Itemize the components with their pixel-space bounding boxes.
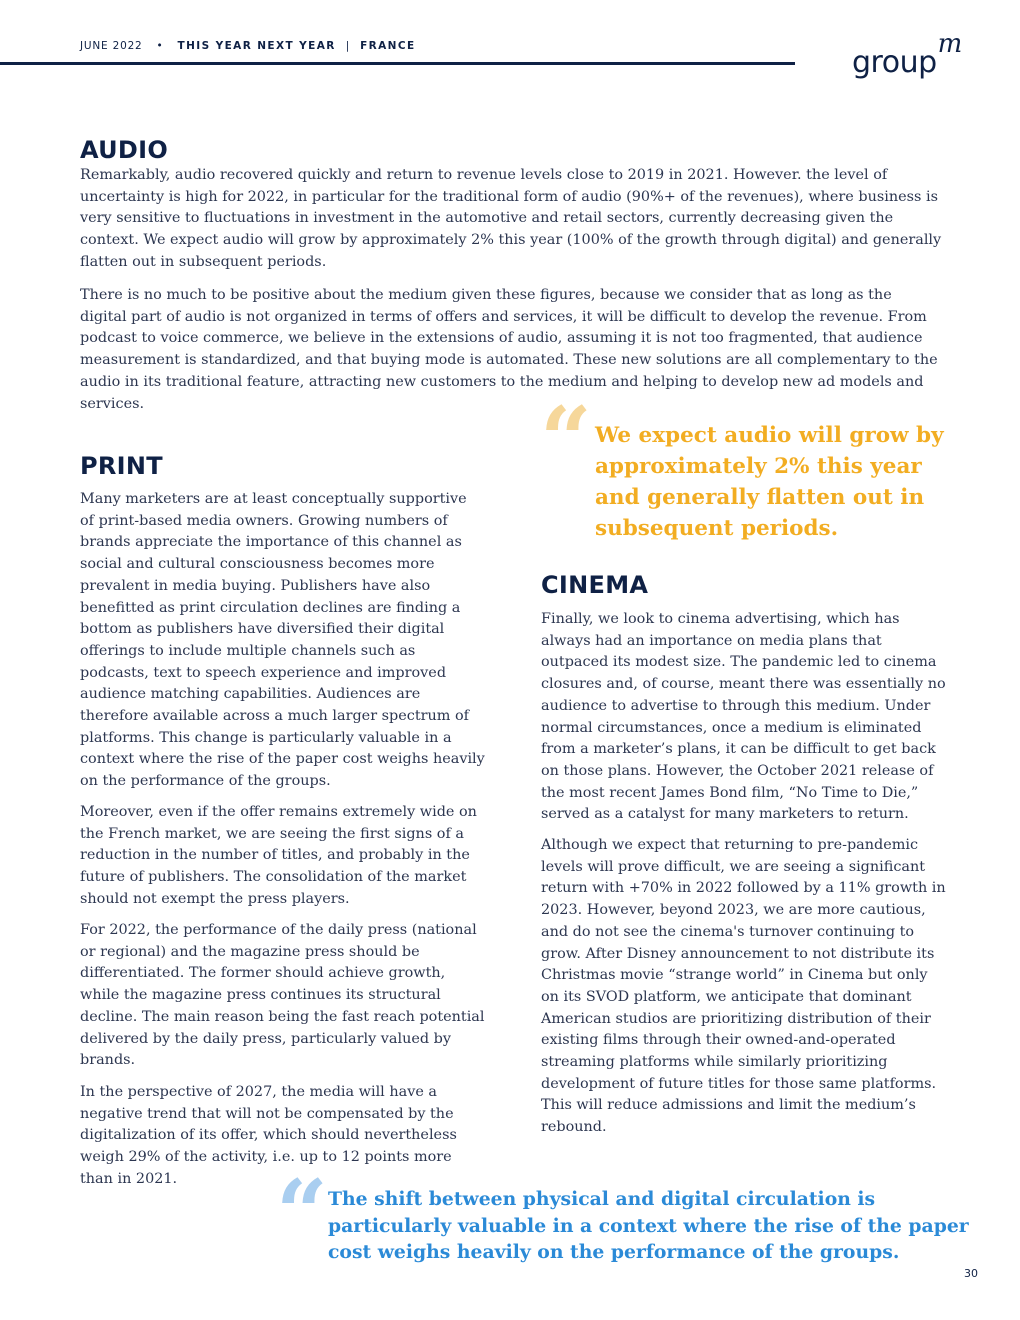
cinema-heading: CINEMA — [541, 571, 649, 599]
print-heading: PRINT — [80, 452, 163, 480]
header-bullet: • — [156, 40, 164, 52]
header-country: FRANCE — [360, 40, 416, 52]
pull-quote-audio: We expect audio will grow by approximately 2% this year and generally flatten out in subsequent periods. — [595, 423, 944, 541]
logo-main: group — [852, 45, 937, 80]
page-number: 30 — [964, 1267, 978, 1280]
audio-paragraph-2: There is no much to be positive about the medium given these figures, because we consider that as long as the digital part of audio is not organized in terms of offers and services, it will be difficult to develop the revenue. From podcast to voice commerce, we believe in the extensions of audio, assuming it is not too fragmented, that audience measurement is standardized, and that buying mode is automated. These new solutions are all complementary to the audio in its traditional feature, attracting new customers to the medium and helping to develop new ad models and services. — [80, 287, 938, 412]
quote-mark-icon: “ — [276, 1160, 328, 1266]
logo-sup: m — [937, 29, 962, 59]
groupm-logo — [852, 29, 962, 80]
print-paragraph-4: In the perspective of 2027, the media will have a negative trend that will not be compensated by the digitalization of its offer, which should nevertheless weigh 29% of the activity, i.e. up to 12 points more than in 2021. — [80, 1084, 457, 1187]
header-date: JUNE 2022 — [80, 40, 143, 52]
cinema-paragraph-1: Finally, we look to cinema advertising, which has always had an importance on media plans that outpaced its modest size. The pandemic led to cinema closures and, of course, meant there was essentially no audience to advertise to through this medium. Under normal circumstances, once a medium is eliminated from a marketer’s plans, it can be difficult to get back on those plans. However, the October 2021 release of the most recent James Bond film, “No Time to Die,” served as a catalyst for many marketers to return. — [541, 611, 946, 823]
print-paragraph-3: For 2022, the performance of the daily press (national or regional) and the magazine press should be differentiated. The former should achieve growth, while the magazine press continues its structural decline. The main reason being the fast reach potential delivered by the daily press, particularly valued by brands. — [80, 922, 485, 1069]
print-paragraph-2: Moreover, even if the offer remains extremely wide on the French market, we are seeing the first signs of a reduction in the number of titles, and probably in the future of publishers. The consolidation of the market should not exempt the press players. — [80, 804, 477, 907]
header-report-title: THIS YEAR NEXT YEAR — [177, 40, 336, 52]
quote-mark-icon: “ — [540, 387, 592, 493]
audio-paragraph-1: Remarkably, audio recovered quickly and return to revenue levels close to 2019 in 2021. However. the level of uncertainty is high for 2022, in particular for the traditional form of audio (90%+ of the revenues), where business is very sensitive to fluctuations in investment in the automotive and retail sectors, currently decreasing given the context. We expect audio will grow by approximately 2% this year (100% of the growth through digital) and generally flatten out in subsequent periods. — [80, 167, 942, 270]
audio-heading: AUDIO — [80, 136, 169, 164]
print-paragraph-1: Many marketers are at least conceptually supportive of print-based media owners. Growing numbers of brands appreciate the importance of this channel as social and cultural consciousness becomes more prevalent in media buying. Publishers have also benefitted as print circulation declines are finding a bottom as publishers have diversified their digital offerings to include multiple channels such as podcasts, text to speech experience and improved audience matching capabilities. Audiences are therefore available across a much larger spectrum of platforms. This change is particularly valuable in a context where the rise of the paper cost weighs heavily on the performance of the groups. — [80, 491, 485, 790]
pull-quote-print: The shift between physical and digital circulation is particularly valuable in a context where the rise of the paper cost weighs heavily on the performance of the groups. — [328, 1188, 969, 1263]
page-header — [80, 40, 416, 52]
header-pipe: | — [345, 40, 351, 52]
cinema-paragraph-2: Although we expect that returning to pre-pandemic levels will prove difficult, we are seeing a significant return with +70% in 2022 followed by a 11% growth in 2023. However, beyond 2023, we are more cautious, and do not see the cinema's turnover continuing to grow. After Disney announcement to not distribute its Christmas movie “strange world” in Cinema but only on its SVOD platform, we anticipate that dominant American studios are prioritizing distribution of their existing films through their owned-and-operated streaming platforms while similarly prioritizing development of future titles for those same platforms. This will reduce admissions and limit the medium’s rebound. — [541, 837, 946, 1136]
header-rule — [0, 62, 795, 65]
